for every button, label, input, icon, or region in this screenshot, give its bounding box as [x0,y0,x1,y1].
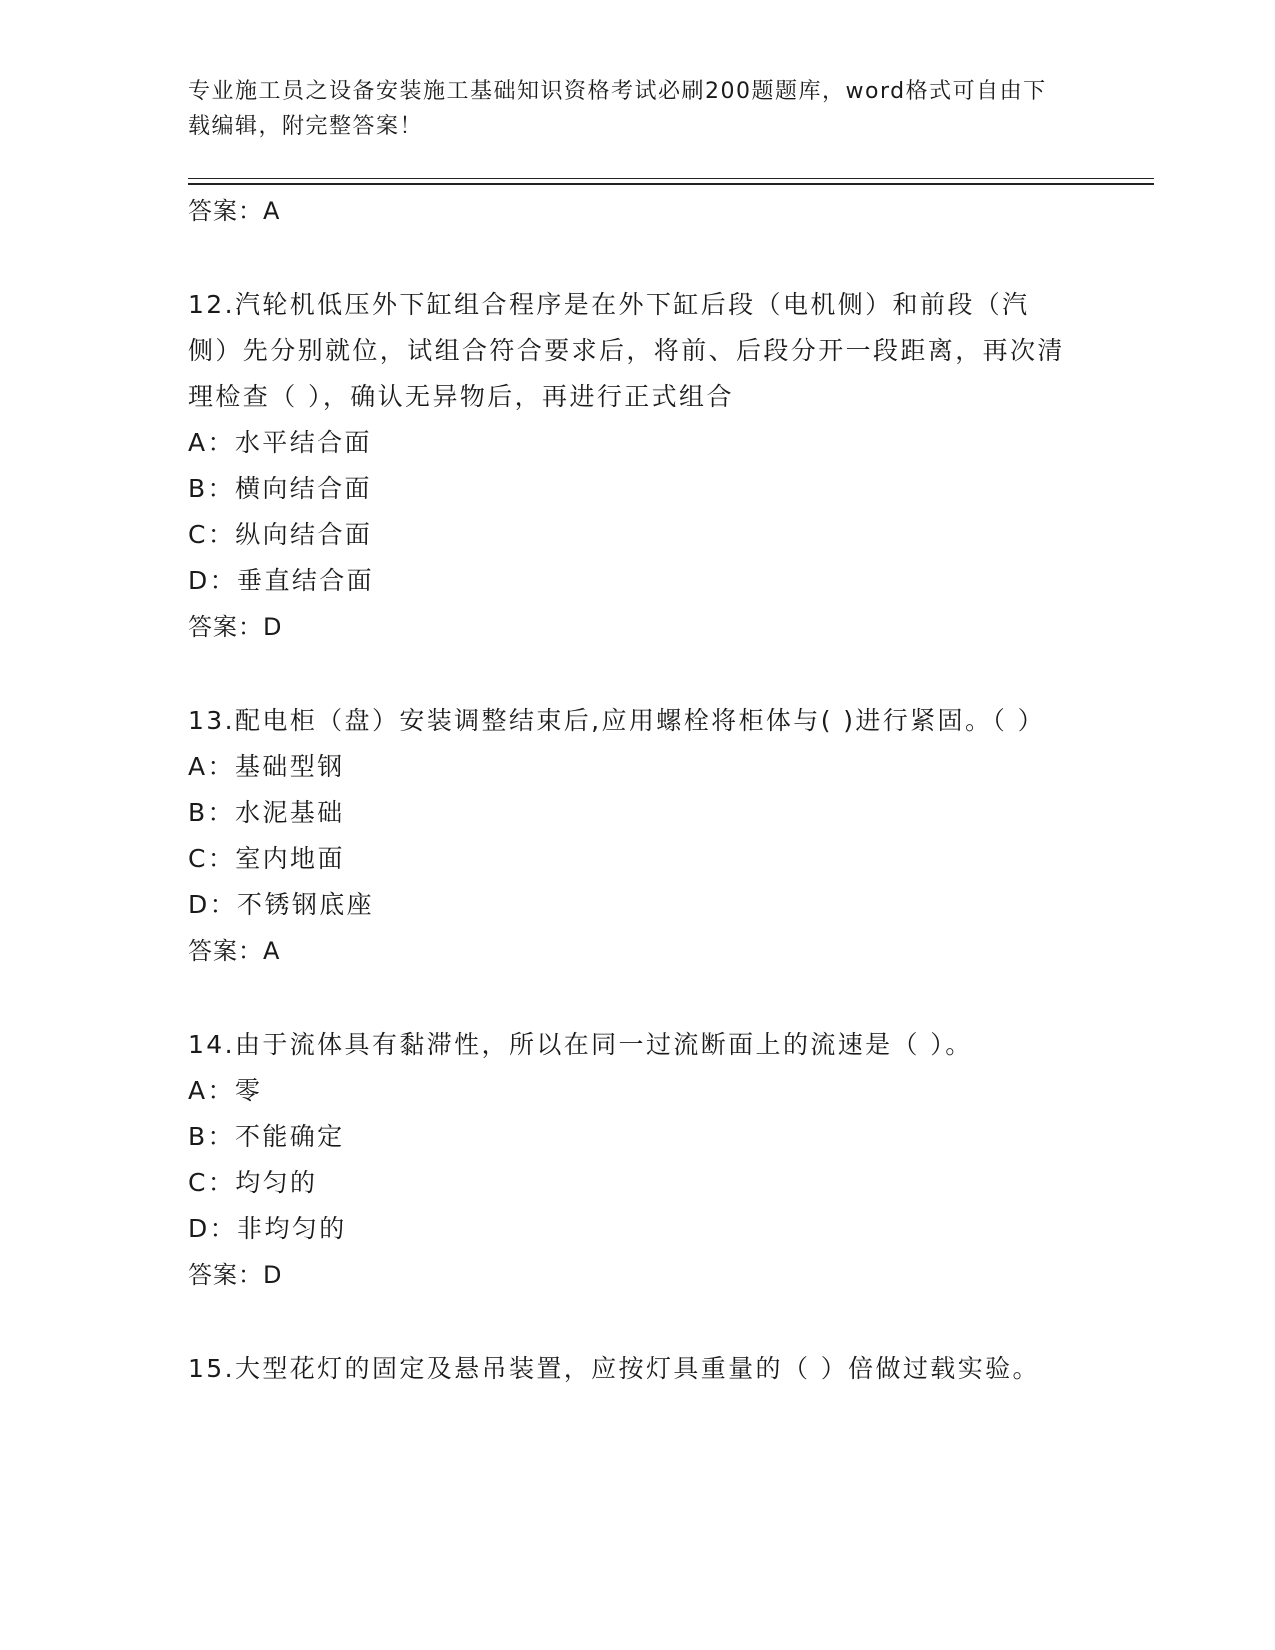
answer-line: 答案：A [188,937,281,965]
option-a: A：零 [188,1076,263,1105]
option-a: A：基础型钢 [188,752,345,781]
question-15 [188,1346,1088,1392]
question-text: 13.配电柜（盘）安装调整结束后,应用螺栓将柜体与( )进行紧固。（ ） [188,706,1046,735]
answer-line: 答案：D [188,1261,283,1289]
option-c: C：纵向结合面 [188,520,373,549]
header-divider-thin [188,178,1154,179]
option-c: C：均匀的 [188,1168,318,1197]
option-b: B：不能确定 [188,1122,345,1151]
question-14 [188,1022,1088,1298]
answer-line: 答案：A [188,197,281,225]
option-b: B：水泥基础 [188,798,345,827]
header-divider-thick [188,183,1154,185]
document-body [188,188,1088,1392]
option-b: B：横向结合面 [188,474,372,503]
question-12 [188,282,1088,650]
option-d: D：非均匀的 [188,1214,347,1243]
document-header [188,74,1068,144]
option-d: D：不锈钢底座 [188,890,375,919]
question-13 [188,698,1088,974]
answer-line: 答案：D [188,613,283,641]
header-title: 专业施工员之设备安装施工基础知识资格考试必刷200题题库，word格式可自由下载编辑，附完整答案！ [188,79,1047,139]
option-a: A：水平结合面 [188,428,372,457]
question-text: 12.汽轮机低压外下缸组合程序是在外下缸后段（电机侧）和前段（汽侧）先分别就位，试组合符合要求后，将前、后段分开一段距离，再次清理检查（ ），确认无异物后，再进行正式组合 [188,290,1065,411]
option-d: D：垂直结合面 [188,566,375,595]
option-c: C：室内地面 [188,844,345,873]
question-text: 14.由于流体具有黏滞性，所以在同一过流断面上的流速是（ ）。 [188,1030,973,1059]
question-text: 15.大型花灯的固定及悬吊装置，应按灯具重量的（ ）倍做过载实验。 [188,1354,1040,1383]
